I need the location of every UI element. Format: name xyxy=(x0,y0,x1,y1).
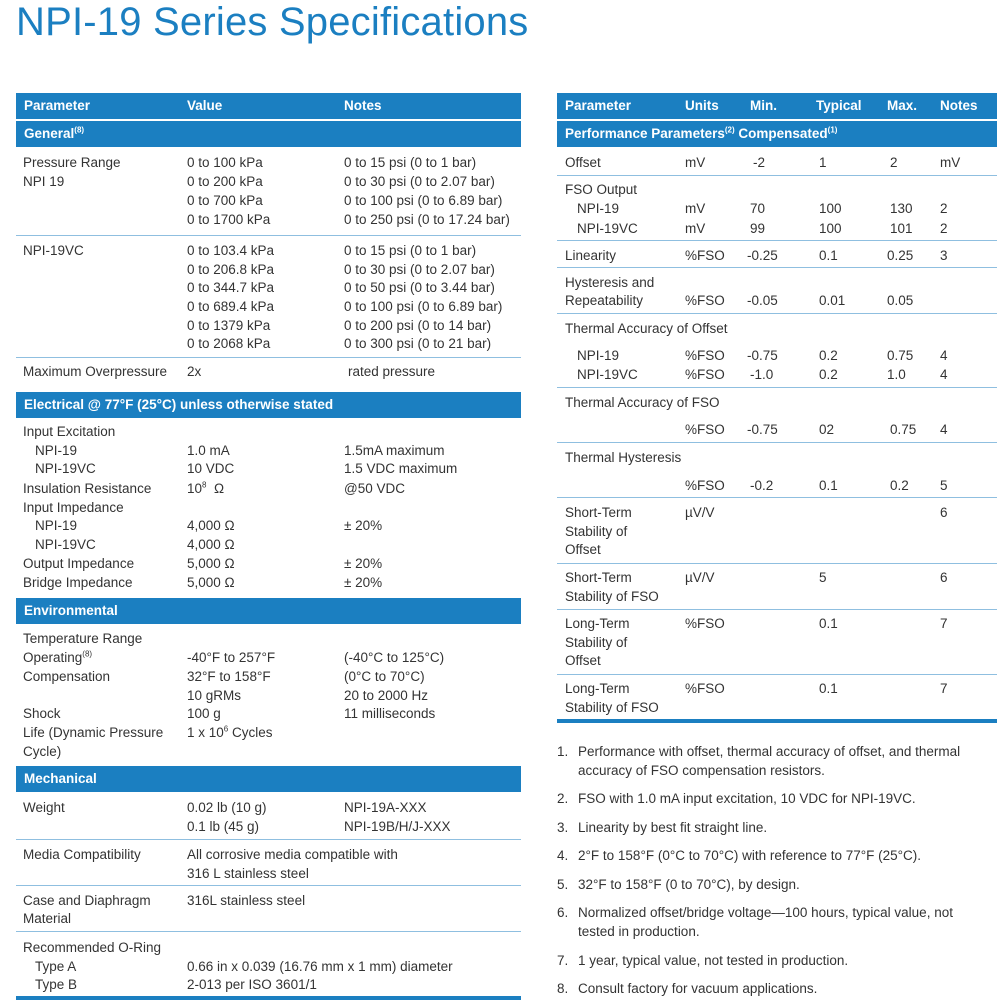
footnote-number: 8. xyxy=(557,981,569,996)
linearity-min: -0.25 xyxy=(747,248,778,263)
ie-npi19-value: 1.0 mA xyxy=(187,443,230,458)
to-npi19vc-label: NPI-19VC xyxy=(577,367,638,382)
compensation-label: Compensation xyxy=(23,669,111,684)
range-value: 0 to 2068 kPa xyxy=(187,336,271,351)
divider xyxy=(16,931,521,932)
oring-type-a-value: 0.66 in x 0.039 (16.76 mm x 1 mm) diameter xyxy=(187,959,453,974)
fso-npi19vc-typical: 100 xyxy=(819,221,842,236)
section-electrical-label: Electrical @ 77°F (25°C) unless otherwise stated xyxy=(24,397,334,412)
output-impedance-value: 5,000 Ω xyxy=(187,556,235,571)
divider xyxy=(557,609,997,610)
life-value-unit: Cycles xyxy=(228,725,273,740)
divider xyxy=(16,885,521,886)
overpressure-label: Maximum Overpressure xyxy=(23,364,168,379)
thermal-hysteresis-label: Thermal Hysteresis xyxy=(565,450,682,465)
footnote-number: 5. xyxy=(557,877,569,892)
range-value: 0 to 103.4 kPa xyxy=(187,243,275,258)
operating-value: -40°F to 257°F xyxy=(187,650,276,665)
input-impedance-label: Input Impedance xyxy=(23,500,124,515)
output-impedance-note: ± 20% xyxy=(344,556,383,571)
divider xyxy=(557,313,997,314)
thermal-fso-min: -0.75 xyxy=(747,422,778,437)
section-environmental-label: Environmental xyxy=(24,603,118,618)
fso-npi19vc-max: 101 xyxy=(890,221,913,236)
thermal-fso-units: %FSO xyxy=(685,422,725,437)
footnote-ref: (2) xyxy=(724,125,735,135)
weight-value: 0.1 lb (45 g) xyxy=(187,819,260,834)
fso-label: FSO Output xyxy=(565,182,638,197)
shock-value: 100 g xyxy=(187,706,221,721)
ii-npi19-label: NPI-19 xyxy=(35,518,78,533)
range-note: 0 to 100 psi (0 to 6.89 bar) xyxy=(344,299,503,314)
thermal-fso-max: 0.75 xyxy=(890,422,917,437)
temp-range-label: Temperature Range xyxy=(23,631,143,646)
to-npi19-min: -0.75 xyxy=(747,348,778,363)
header-typical: Typical xyxy=(816,98,862,113)
thermal-fso-label: Thermal Accuracy of FSO xyxy=(565,395,720,410)
overpressure-note: rated pressure xyxy=(348,364,436,379)
linearity-units: %FSO xyxy=(685,248,725,263)
operating-label: Operating xyxy=(23,650,83,665)
media-value: 316 L stainless steel xyxy=(187,866,309,881)
footnote-text: 2°F to 158°F (0°C to 70°C) with reference to 77°F (25°C). xyxy=(578,848,922,863)
insulation-unit: Ω xyxy=(214,481,225,496)
ii-npi19vc-label: NPI-19VC xyxy=(35,537,96,552)
lt-offset-label-2: Stability of xyxy=(565,635,628,650)
divider xyxy=(16,235,521,236)
life-label-2: Cycle) xyxy=(23,744,62,759)
hysteresis-units: %FSO xyxy=(685,293,725,308)
lt-fso-label-2: Stability of FSO xyxy=(565,700,659,715)
bridge-impedance-label: Bridge Impedance xyxy=(23,575,133,590)
linearity-typical: 0.1 xyxy=(819,248,838,263)
thermal-hysteresis-units: %FSO xyxy=(685,478,725,493)
footnote-ref: (1) xyxy=(827,125,838,135)
range-value: 0 to 1379 kPa xyxy=(187,318,271,333)
left-table-header xyxy=(16,93,521,119)
life-value: 1 x 10 xyxy=(187,725,224,740)
hysteresis-label: Hysteresis and xyxy=(565,275,655,290)
header-max: Max. xyxy=(887,98,918,113)
to-npi19vc-min: -1.0 xyxy=(750,367,774,382)
range-value: 0 to 700 kPa xyxy=(187,193,263,208)
insulation-note: @50 VDC xyxy=(344,481,405,496)
case-label: Case and Diaphragm xyxy=(23,893,151,908)
ii-npi19vc-value: 4,000 Ω xyxy=(187,537,235,552)
divider xyxy=(557,497,997,498)
st-fso-notes: 6 xyxy=(940,570,948,585)
hysteresis-typical: 0.01 xyxy=(819,293,846,308)
st-fso-label: Short-Term xyxy=(565,570,632,585)
divider xyxy=(557,175,997,176)
range-value: 0 to 200 kPa xyxy=(187,174,263,189)
vibration-note: 20 to 2000 Hz xyxy=(344,688,429,703)
to-npi19-notes: 4 xyxy=(940,348,948,363)
lt-fso-notes: 7 xyxy=(940,681,948,696)
header-parameter: Parameter xyxy=(24,98,91,113)
insulation-value: 10 xyxy=(187,481,203,496)
to-npi19-max: 0.75 xyxy=(887,348,914,363)
section-environmental xyxy=(16,598,521,624)
fso-npi19-notes: 2 xyxy=(940,201,948,216)
lt-offset-label: Long-Term xyxy=(565,616,630,631)
range-note: 0 to 30 psi (0 to 2.07 bar) xyxy=(344,262,495,277)
footnote-text: Consult factory for vacuum applications. xyxy=(578,981,818,996)
section-general xyxy=(16,121,521,147)
oring-label: Recommended O-Ring xyxy=(23,940,162,955)
input-excitation-label: Input Excitation xyxy=(23,424,116,439)
footnote-number: 3. xyxy=(557,820,569,835)
range-value: 0 to 689.4 kPa xyxy=(187,299,275,314)
life-exponent: 6 xyxy=(223,724,229,734)
table-bottom-rule xyxy=(16,996,521,1000)
compensation-value: 32°F to 158°F xyxy=(187,669,271,684)
oring-type-a: Type A xyxy=(35,959,77,974)
case-label-2: Material xyxy=(23,911,72,926)
divider xyxy=(16,839,521,840)
fso-npi19vc-units: mV xyxy=(685,221,706,236)
lt-offset-typical: 0.1 xyxy=(819,616,838,631)
st-fso-units: µV/V xyxy=(685,570,715,585)
range-value: 0 to 1700 kPa xyxy=(187,212,271,227)
lt-fso-label: Long-Term xyxy=(565,681,630,696)
footnote-number: 7. xyxy=(557,953,569,968)
vibration-value: 10 gRMs xyxy=(187,688,242,703)
divider xyxy=(557,387,997,388)
footnote-number: 1. xyxy=(557,744,569,759)
right-table-header xyxy=(557,93,997,119)
st-offset-units: µV/V xyxy=(685,505,715,520)
footnote-number: 6. xyxy=(557,905,569,920)
section-mechanical xyxy=(16,766,521,792)
footnote-text: Linearity by best fit straight line. xyxy=(578,820,768,835)
st-offset-label-3: Offset xyxy=(565,542,601,557)
to-npi19vc-notes: 4 xyxy=(940,367,948,382)
linearity-label: Linearity xyxy=(565,248,617,263)
range-note: 0 to 250 psi (0 to 17.24 bar) xyxy=(344,212,510,227)
thermal-hysteresis-typical: 0.1 xyxy=(819,478,838,493)
footnote-ref: (8) xyxy=(82,649,93,659)
footnote-number: 4. xyxy=(557,848,569,863)
header-value: Value xyxy=(187,98,223,113)
section-electrical xyxy=(16,392,521,418)
table-bottom-rule xyxy=(557,719,997,723)
fso-npi19vc-min: 99 xyxy=(750,221,766,236)
linearity-notes: 3 xyxy=(940,248,948,263)
header-units: Units xyxy=(685,98,719,113)
divider xyxy=(16,357,521,358)
range-note: 0 to 300 psi (0 to 21 bar) xyxy=(344,336,492,351)
thermal-hysteresis-notes: 5 xyxy=(940,478,948,493)
thermal-fso-typical: 02 xyxy=(819,422,835,437)
case-value: 316L stainless steel xyxy=(187,893,306,908)
range-note: 0 to 100 psi (0 to 6.89 bar) xyxy=(344,193,503,208)
left-spec-table xyxy=(16,93,521,1000)
range-value: 0 to 100 kPa xyxy=(187,155,263,170)
fso-npi19-units: mV xyxy=(685,201,706,216)
range-note: 0 to 15 psi (0 to 1 bar) xyxy=(344,155,477,170)
thermal-hysteresis-max: 0.2 xyxy=(890,478,909,493)
divider xyxy=(557,674,997,675)
thermal-offset-label: Thermal Accuracy of Offset xyxy=(565,321,728,336)
header-notes: Notes xyxy=(344,98,382,113)
repeatability-label: Repeatability xyxy=(565,293,644,308)
insulation-exponent: 8 xyxy=(202,480,207,490)
linearity-max: 0.25 xyxy=(887,248,914,263)
lt-offset-notes: 7 xyxy=(940,616,948,631)
performance-label: Performance Parameters xyxy=(565,126,725,141)
ii-npi19-note: ± 20% xyxy=(344,518,383,533)
offset-label: Offset xyxy=(565,155,601,170)
shock-note: 11 milliseconds xyxy=(344,706,436,721)
lt-offset-units: %FSO xyxy=(685,616,725,631)
st-offset-label-2: Stability of xyxy=(565,524,628,539)
offset-units: mV xyxy=(685,155,706,170)
weight-value: 0.02 lb (10 g) xyxy=(187,800,267,815)
life-label: Life (Dynamic Pressure xyxy=(23,725,164,740)
section-general-label: General xyxy=(24,126,75,141)
weight-note: NPI-19A-XXX xyxy=(344,800,427,815)
output-impedance-label: Output Impedance xyxy=(23,556,135,571)
hysteresis-min: -0.05 xyxy=(747,293,778,308)
to-npi19vc-max: 1.0 xyxy=(887,367,906,382)
pressure-range-label: Pressure Range xyxy=(23,155,121,170)
hysteresis-max: 0.05 xyxy=(887,293,914,308)
thermal-hysteresis-min: -0.2 xyxy=(750,478,774,493)
header-parameter: Parameter xyxy=(565,98,632,113)
npi19vc-label: NPI-19VC xyxy=(23,243,84,258)
compensated-label: Compensated xyxy=(734,126,828,141)
oring-type-b: Type B xyxy=(35,977,78,992)
to-npi19-units: %FSO xyxy=(685,348,725,363)
st-offset-notes: 6 xyxy=(940,505,948,520)
weight-label: Weight xyxy=(23,800,65,815)
range-note: 0 to 50 psi (0 to 3.44 bar) xyxy=(344,280,495,295)
ie-npi19-label: NPI-19 xyxy=(35,443,78,458)
header-min: Min. xyxy=(750,98,777,113)
shock-label: Shock xyxy=(23,706,61,721)
footnote-ref: (8) xyxy=(74,125,85,135)
right-spec-table xyxy=(557,93,997,723)
page-title: NPI-19 Series Specifications xyxy=(16,0,529,44)
ie-npi19vc-value: 10 VDC xyxy=(187,461,235,476)
to-npi19-label: NPI-19 xyxy=(577,348,620,363)
offset-max: 2 xyxy=(890,155,898,170)
insulation-label: Insulation Resistance xyxy=(23,481,152,496)
footnote-text: accuracy of FSO compensation resistors. xyxy=(578,763,825,778)
range-note: 0 to 30 psi (0 to 2.07 bar) xyxy=(344,174,495,189)
ie-npi19vc-note: 1.5 VDC maximum xyxy=(344,461,458,476)
st-offset-label: Short-Term xyxy=(565,505,632,520)
ie-npi19-note: 1.5mA maximum xyxy=(344,443,445,458)
range-value: 0 to 344.7 kPa xyxy=(187,280,275,295)
footnote-text: 32°F to 158°F (0 to 70°C), by design. xyxy=(578,877,800,892)
divider xyxy=(557,442,997,443)
footnote-text: FSO with 1.0 mA input excitation, 10 VDC for NPI-19VC. xyxy=(578,791,916,806)
to-npi19vc-typical: 0.2 xyxy=(819,367,838,382)
bridge-impedance-value: 5,000 Ω xyxy=(187,575,235,590)
oring-type-b-value: 2-013 per ISO 3601/1 xyxy=(187,977,317,992)
fso-npi19-typical: 100 xyxy=(819,201,842,216)
fso-npi19-min: 70 xyxy=(750,201,766,216)
bridge-impedance-note: ± 20% xyxy=(344,575,383,590)
divider xyxy=(557,240,997,241)
divider xyxy=(557,563,997,564)
ie-npi19vc-label: NPI-19VC xyxy=(35,461,96,476)
overpressure-value: 2x xyxy=(187,364,202,379)
media-value: All corrosive media compatible with xyxy=(187,847,398,862)
offset-notes: mV xyxy=(940,155,961,170)
section-mechanical-label: Mechanical xyxy=(24,771,97,786)
lt-fso-units: %FSO xyxy=(685,681,725,696)
footnote-text: Normalized offset/bridge voltage—100 hours, typical value, not xyxy=(578,905,953,920)
offset-min: -2 xyxy=(753,155,766,170)
compensation-note: (0°C to 70°C) xyxy=(344,669,425,684)
st-fso-label-2: Stability of FSO xyxy=(565,589,659,604)
weight-note: NPI-19B/H/J-XXX xyxy=(344,819,451,834)
fso-npi19-max: 130 xyxy=(890,201,913,216)
footnote-text: tested in production. xyxy=(578,924,700,939)
range-note: 0 to 200 psi (0 to 14 bar) xyxy=(344,318,492,333)
thermal-fso-notes: 4 xyxy=(940,422,948,437)
range-value: 0 to 206.8 kPa xyxy=(187,262,275,277)
npi19-label: NPI 19 xyxy=(23,174,65,189)
ii-npi19-value: 4,000 Ω xyxy=(187,518,235,533)
range-note: 0 to 15 psi (0 to 1 bar) xyxy=(344,243,477,258)
section-performance xyxy=(557,121,997,147)
divider xyxy=(557,267,997,268)
media-label: Media Compatibility xyxy=(23,847,141,862)
lt-offset-label-3: Offset xyxy=(565,653,601,668)
to-npi19vc-units: %FSO xyxy=(685,367,725,382)
to-npi19-typical: 0.2 xyxy=(819,348,838,363)
footnote-text: Performance with offset, thermal accuracy of offset, and thermal xyxy=(578,744,961,759)
lt-fso-typical: 0.1 xyxy=(819,681,838,696)
operating-note: (-40°C to 125°C) xyxy=(344,650,445,665)
footnote-text: 1 year, typical value, not tested in production. xyxy=(578,953,849,968)
header-notes: Notes xyxy=(940,98,978,113)
st-fso-typical: 5 xyxy=(819,570,827,585)
offset-typical: 1 xyxy=(819,155,827,170)
footnote-number: 2. xyxy=(557,791,569,806)
fso-npi19vc-label: NPI-19VC xyxy=(577,221,638,236)
fso-npi19-label: NPI-19 xyxy=(577,201,620,216)
fso-npi19vc-notes: 2 xyxy=(940,221,948,236)
